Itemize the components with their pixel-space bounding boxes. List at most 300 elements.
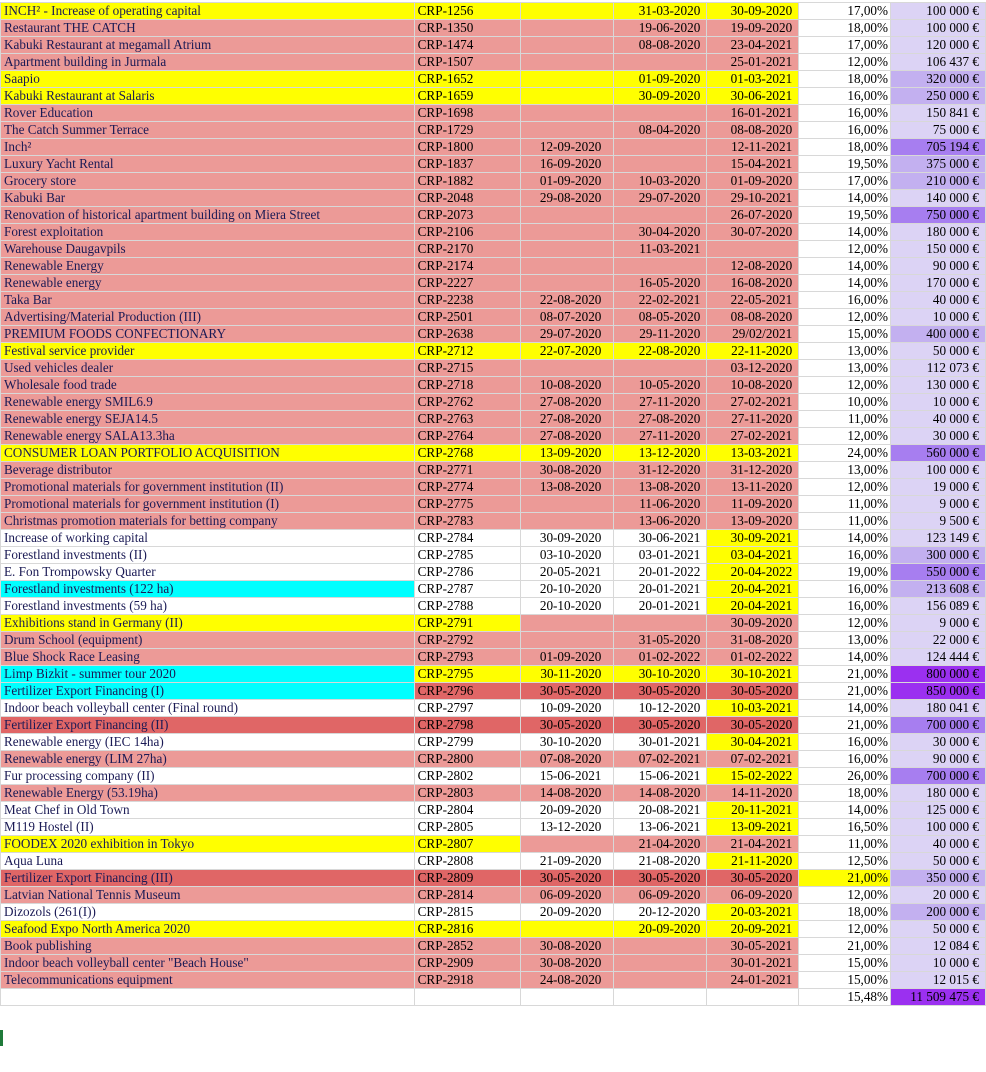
- cell-loan-name[interactable]: [1, 785, 415, 802]
- cell-amount[interactable]: [891, 343, 986, 360]
- cell-loan-name[interactable]: [1, 275, 415, 292]
- cell-loan-code[interactable]: [414, 173, 521, 190]
- cell-interest-rate[interactable]: [799, 564, 891, 581]
- cell-amount[interactable]: [891, 513, 986, 530]
- cell-loan-code[interactable]: [414, 955, 521, 972]
- cell-date-3[interactable]: [707, 445, 799, 462]
- cell-loan-code[interactable]: [414, 292, 521, 309]
- cell-amount[interactable]: [891, 224, 986, 241]
- cell-loan-code[interactable]: [414, 530, 521, 547]
- cell-loan-code[interactable]: [414, 683, 521, 700]
- cell-date-2[interactable]: [614, 802, 707, 819]
- cell-date-1[interactable]: [521, 819, 614, 836]
- cell-loan-name[interactable]: [1, 870, 415, 887]
- cell-date-3[interactable]: [707, 224, 799, 241]
- cell-date-3[interactable]: [707, 241, 799, 258]
- cell-interest-rate[interactable]: [799, 513, 891, 530]
- cell-loan-code[interactable]: [414, 785, 521, 802]
- cell-amount[interactable]: [891, 54, 986, 71]
- cell-amount[interactable]: [891, 190, 986, 207]
- cell-date-1[interactable]: [521, 802, 614, 819]
- cell-interest-rate[interactable]: [799, 955, 891, 972]
- cell-date-1[interactable]: [521, 309, 614, 326]
- cell-loan-name[interactable]: [1, 683, 415, 700]
- cell-date-3[interactable]: [707, 309, 799, 326]
- cell-amount[interactable]: [891, 751, 986, 768]
- cell-amount[interactable]: [891, 428, 986, 445]
- cell-date-1[interactable]: [521, 547, 614, 564]
- cell-loan-code[interactable]: [414, 819, 521, 836]
- cell-date-2[interactable]: [614, 955, 707, 972]
- cell-date-3[interactable]: [707, 462, 799, 479]
- cell-loan-name[interactable]: [1, 190, 415, 207]
- cell-interest-rate[interactable]: [799, 122, 891, 139]
- cell-date-3[interactable]: [707, 717, 799, 734]
- cell-amount[interactable]: [891, 156, 986, 173]
- cell-loan-code[interactable]: [414, 921, 521, 938]
- cell-loan-name[interactable]: [1, 564, 415, 581]
- cell-loan-code[interactable]: [414, 666, 521, 683]
- total-amount[interactable]: [891, 989, 986, 1006]
- cell-loan-code[interactable]: [414, 768, 521, 785]
- cell-date-3[interactable]: [707, 768, 799, 785]
- cell-date-3[interactable]: [707, 972, 799, 989]
- cell-loan-name[interactable]: [1, 768, 415, 785]
- cell-date-1[interactable]: [521, 292, 614, 309]
- cell-amount[interactable]: [891, 615, 986, 632]
- cell-loan-code[interactable]: [414, 428, 521, 445]
- cell-loan-name[interactable]: [1, 496, 415, 513]
- cell-date-2[interactable]: [614, 3, 707, 20]
- cell-loan-name[interactable]: [1, 955, 415, 972]
- cell-loan-code[interactable]: [414, 241, 521, 258]
- cell-date-2[interactable]: [614, 938, 707, 955]
- cell-loan-code[interactable]: [414, 156, 521, 173]
- cell-date-1[interactable]: [521, 462, 614, 479]
- cell-date-3[interactable]: [707, 751, 799, 768]
- cell-loan-code[interactable]: [414, 224, 521, 241]
- cell-loan-code[interactable]: [414, 564, 521, 581]
- cell-loan-code[interactable]: [414, 904, 521, 921]
- cell-date-1[interactable]: [521, 632, 614, 649]
- cell-loan-name[interactable]: [1, 54, 415, 71]
- cell-date-1[interactable]: [521, 768, 614, 785]
- cell-loan-code[interactable]: [414, 377, 521, 394]
- cell-loan-name[interactable]: [1, 615, 415, 632]
- cell-amount[interactable]: [891, 904, 986, 921]
- cell-amount[interactable]: [891, 649, 986, 666]
- cell-loan-code[interactable]: [414, 275, 521, 292]
- cell-date-1[interactable]: [521, 445, 614, 462]
- cell-date-3[interactable]: [707, 734, 799, 751]
- cell-loan-code[interactable]: [414, 836, 521, 853]
- cell-interest-rate[interactable]: [799, 717, 891, 734]
- empty-cell[interactable]: [521, 989, 614, 1006]
- cell-date-2[interactable]: [614, 54, 707, 71]
- cell-interest-rate[interactable]: [799, 292, 891, 309]
- cell-amount[interactable]: [891, 479, 986, 496]
- cell-loan-code[interactable]: [414, 598, 521, 615]
- cell-loan-name[interactable]: [1, 734, 415, 751]
- cell-interest-rate[interactable]: [799, 394, 891, 411]
- cell-amount[interactable]: [891, 105, 986, 122]
- cell-loan-code[interactable]: [414, 37, 521, 54]
- cell-date-2[interactable]: [614, 292, 707, 309]
- cell-amount[interactable]: [891, 207, 986, 224]
- cell-amount[interactable]: [891, 309, 986, 326]
- cell-date-2[interactable]: [614, 887, 707, 904]
- cell-date-3[interactable]: [707, 785, 799, 802]
- cell-loan-code[interactable]: [414, 751, 521, 768]
- cell-interest-rate[interactable]: [799, 547, 891, 564]
- cell-loan-code[interactable]: [414, 207, 521, 224]
- cell-amount[interactable]: [891, 938, 986, 955]
- cell-loan-code[interactable]: [414, 3, 521, 20]
- cell-date-1[interactable]: [521, 853, 614, 870]
- cell-date-3[interactable]: [707, 836, 799, 853]
- cell-date-3[interactable]: [707, 207, 799, 224]
- cell-interest-rate[interactable]: [799, 649, 891, 666]
- cell-loan-name[interactable]: [1, 428, 415, 445]
- cell-date-2[interactable]: [614, 615, 707, 632]
- cell-loan-name[interactable]: [1, 581, 415, 598]
- cell-interest-rate[interactable]: [799, 683, 891, 700]
- cell-interest-rate[interactable]: [799, 530, 891, 547]
- cell-date-2[interactable]: [614, 598, 707, 615]
- cell-date-2[interactable]: [614, 326, 707, 343]
- cell-loan-name[interactable]: [1, 717, 415, 734]
- cell-amount[interactable]: [891, 921, 986, 938]
- cell-date-3[interactable]: [707, 598, 799, 615]
- cell-date-2[interactable]: [614, 20, 707, 37]
- cell-interest-rate[interactable]: [799, 173, 891, 190]
- empty-cell[interactable]: [707, 989, 799, 1006]
- cell-loan-name[interactable]: [1, 972, 415, 989]
- cell-date-1[interactable]: [521, 904, 614, 921]
- cell-loan-code[interactable]: [414, 479, 521, 496]
- cell-loan-name[interactable]: [1, 37, 415, 54]
- cell-loan-name[interactable]: [1, 598, 415, 615]
- cell-loan-name[interactable]: [1, 819, 415, 836]
- cell-date-1[interactable]: [521, 581, 614, 598]
- cell-date-2[interactable]: [614, 683, 707, 700]
- cell-date-3[interactable]: [707, 700, 799, 717]
- cell-loan-name[interactable]: [1, 802, 415, 819]
- cell-loan-name[interactable]: [1, 360, 415, 377]
- cell-date-1[interactable]: [521, 785, 614, 802]
- cell-loan-name[interactable]: [1, 445, 415, 462]
- cell-amount[interactable]: [891, 71, 986, 88]
- cell-date-3[interactable]: [707, 802, 799, 819]
- cell-date-2[interactable]: [614, 496, 707, 513]
- cell-loan-name[interactable]: [1, 326, 415, 343]
- cell-loan-name[interactable]: [1, 241, 415, 258]
- cell-date-2[interactable]: [614, 564, 707, 581]
- cell-date-2[interactable]: [614, 819, 707, 836]
- cell-loan-code[interactable]: [414, 717, 521, 734]
- cell-interest-rate[interactable]: [799, 700, 891, 717]
- cell-loan-name[interactable]: [1, 887, 415, 904]
- cell-loan-code[interactable]: [414, 700, 521, 717]
- cell-date-3[interactable]: [707, 292, 799, 309]
- cell-date-1[interactable]: [521, 258, 614, 275]
- cell-date-3[interactable]: [707, 683, 799, 700]
- cell-date-1[interactable]: [521, 649, 614, 666]
- cell-date-1[interactable]: [521, 836, 614, 853]
- cell-date-1[interactable]: [521, 139, 614, 156]
- cell-interest-rate[interactable]: [799, 360, 891, 377]
- cell-date-3[interactable]: [707, 564, 799, 581]
- cell-date-2[interactable]: [614, 275, 707, 292]
- cell-date-3[interactable]: [707, 666, 799, 683]
- cell-amount[interactable]: [891, 173, 986, 190]
- cell-interest-rate[interactable]: [799, 496, 891, 513]
- cell-date-1[interactable]: [521, 938, 614, 955]
- cell-date-3[interactable]: [707, 615, 799, 632]
- cell-date-2[interactable]: [614, 972, 707, 989]
- cell-loan-code[interactable]: [414, 972, 521, 989]
- cell-date-1[interactable]: [521, 326, 614, 343]
- cell-date-2[interactable]: [614, 666, 707, 683]
- cell-amount[interactable]: [891, 292, 986, 309]
- cell-amount[interactable]: [891, 241, 986, 258]
- cell-date-1[interactable]: [521, 564, 614, 581]
- cell-date-1[interactable]: [521, 343, 614, 360]
- cell-loan-name[interactable]: [1, 377, 415, 394]
- cell-date-3[interactable]: [707, 938, 799, 955]
- cell-loan-code[interactable]: [414, 632, 521, 649]
- cell-date-2[interactable]: [614, 547, 707, 564]
- cell-date-2[interactable]: [614, 649, 707, 666]
- cell-date-1[interactable]: [521, 377, 614, 394]
- cell-loan-name[interactable]: [1, 649, 415, 666]
- cell-date-2[interactable]: [614, 190, 707, 207]
- cell-date-3[interactable]: [707, 88, 799, 105]
- cell-amount[interactable]: [891, 275, 986, 292]
- cell-date-2[interactable]: [614, 921, 707, 938]
- cell-loan-code[interactable]: [414, 547, 521, 564]
- cell-date-3[interactable]: [707, 3, 799, 20]
- cell-amount[interactable]: [891, 122, 986, 139]
- cell-amount[interactable]: [891, 853, 986, 870]
- cell-date-3[interactable]: [707, 377, 799, 394]
- cell-date-2[interactable]: [614, 394, 707, 411]
- cell-loan-code[interactable]: [414, 411, 521, 428]
- cell-date-1[interactable]: [521, 360, 614, 377]
- cell-date-3[interactable]: [707, 343, 799, 360]
- cell-date-1[interactable]: [521, 751, 614, 768]
- cell-date-2[interactable]: [614, 105, 707, 122]
- cell-interest-rate[interactable]: [799, 972, 891, 989]
- cell-date-1[interactable]: [521, 275, 614, 292]
- cell-date-1[interactable]: [521, 105, 614, 122]
- cell-date-2[interactable]: [614, 411, 707, 428]
- cell-loan-name[interactable]: [1, 547, 415, 564]
- cell-loan-code[interactable]: [414, 513, 521, 530]
- cell-interest-rate[interactable]: [799, 3, 891, 20]
- cell-loan-name[interactable]: [1, 836, 415, 853]
- cell-amount[interactable]: [891, 581, 986, 598]
- cell-date-2[interactable]: [614, 734, 707, 751]
- cell-loan-name[interactable]: [1, 751, 415, 768]
- empty-cell[interactable]: [614, 989, 707, 1006]
- cell-interest-rate[interactable]: [799, 139, 891, 156]
- cell-date-3[interactable]: [707, 54, 799, 71]
- cell-date-2[interactable]: [614, 343, 707, 360]
- cell-interest-rate[interactable]: [799, 581, 891, 598]
- cell-date-1[interactable]: [521, 156, 614, 173]
- cell-loan-code[interactable]: [414, 139, 521, 156]
- cell-date-3[interactable]: [707, 71, 799, 88]
- cell-date-3[interactable]: [707, 479, 799, 496]
- cell-date-3[interactable]: [707, 632, 799, 649]
- cell-date-2[interactable]: [614, 207, 707, 224]
- cell-interest-rate[interactable]: [799, 275, 891, 292]
- cell-date-1[interactable]: [521, 598, 614, 615]
- cell-loan-name[interactable]: [1, 921, 415, 938]
- cell-loan-name[interactable]: [1, 700, 415, 717]
- cell-loan-name[interactable]: [1, 632, 415, 649]
- cell-interest-rate[interactable]: [799, 768, 891, 785]
- cell-date-3[interactable]: [707, 547, 799, 564]
- cell-amount[interactable]: [891, 411, 986, 428]
- cell-loan-name[interactable]: [1, 173, 415, 190]
- cell-date-1[interactable]: [521, 734, 614, 751]
- cell-date-1[interactable]: [521, 496, 614, 513]
- cell-date-3[interactable]: [707, 530, 799, 547]
- cell-loan-code[interactable]: [414, 360, 521, 377]
- cell-date-3[interactable]: [707, 853, 799, 870]
- cell-date-3[interactable]: [707, 411, 799, 428]
- cell-date-1[interactable]: [521, 190, 614, 207]
- cell-date-3[interactable]: [707, 258, 799, 275]
- cell-interest-rate[interactable]: [799, 445, 891, 462]
- cell-interest-rate[interactable]: [799, 887, 891, 904]
- cell-date-2[interactable]: [614, 139, 707, 156]
- cell-date-1[interactable]: [521, 700, 614, 717]
- cell-loan-code[interactable]: [414, 20, 521, 37]
- cell-date-1[interactable]: [521, 173, 614, 190]
- cell-date-2[interactable]: [614, 632, 707, 649]
- cell-interest-rate[interactable]: [799, 462, 891, 479]
- cell-date-2[interactable]: [614, 513, 707, 530]
- cell-date-2[interactable]: [614, 156, 707, 173]
- cell-amount[interactable]: [891, 785, 986, 802]
- cell-date-3[interactable]: [707, 190, 799, 207]
- cell-loan-code[interactable]: [414, 394, 521, 411]
- cell-date-2[interactable]: [614, 870, 707, 887]
- cell-loan-code[interactable]: [414, 649, 521, 666]
- cell-date-1[interactable]: [521, 921, 614, 938]
- cell-date-3[interactable]: [707, 819, 799, 836]
- cell-interest-rate[interactable]: [799, 190, 891, 207]
- cell-interest-rate[interactable]: [799, 37, 891, 54]
- cell-amount[interactable]: [891, 768, 986, 785]
- cell-loan-code[interactable]: [414, 343, 521, 360]
- cell-interest-rate[interactable]: [799, 666, 891, 683]
- cell-date-3[interactable]: [707, 326, 799, 343]
- cell-amount[interactable]: [891, 955, 986, 972]
- cell-loan-name[interactable]: [1, 309, 415, 326]
- cell-date-3[interactable]: [707, 156, 799, 173]
- cell-amount[interactable]: [891, 700, 986, 717]
- cell-interest-rate[interactable]: [799, 207, 891, 224]
- cell-amount[interactable]: [891, 717, 986, 734]
- cell-date-2[interactable]: [614, 88, 707, 105]
- cell-interest-rate[interactable]: [799, 785, 891, 802]
- cell-interest-rate[interactable]: [799, 632, 891, 649]
- cell-loan-code[interactable]: [414, 54, 521, 71]
- cell-loan-name[interactable]: [1, 122, 415, 139]
- cell-interest-rate[interactable]: [799, 258, 891, 275]
- cell-date-2[interactable]: [614, 853, 707, 870]
- cell-interest-rate[interactable]: [799, 105, 891, 122]
- cell-interest-rate[interactable]: [799, 156, 891, 173]
- cell-date-2[interactable]: [614, 224, 707, 241]
- cell-loan-code[interactable]: [414, 615, 521, 632]
- cell-date-3[interactable]: [707, 870, 799, 887]
- cell-interest-rate[interactable]: [799, 836, 891, 853]
- cell-amount[interactable]: [891, 683, 986, 700]
- cell-loan-name[interactable]: [1, 292, 415, 309]
- cell-date-2[interactable]: [614, 904, 707, 921]
- cell-loan-code[interactable]: [414, 105, 521, 122]
- cell-date-1[interactable]: [521, 394, 614, 411]
- cell-interest-rate[interactable]: [799, 309, 891, 326]
- cell-date-2[interactable]: [614, 377, 707, 394]
- cell-date-1[interactable]: [521, 955, 614, 972]
- cell-date-3[interactable]: [707, 904, 799, 921]
- cell-date-1[interactable]: [521, 54, 614, 71]
- cell-interest-rate[interactable]: [799, 326, 891, 343]
- cell-loan-name[interactable]: [1, 411, 415, 428]
- cell-amount[interactable]: [891, 88, 986, 105]
- cell-date-2[interactable]: [614, 71, 707, 88]
- empty-cell[interactable]: [414, 989, 521, 1006]
- cell-date-3[interactable]: [707, 275, 799, 292]
- cell-date-3[interactable]: [707, 496, 799, 513]
- cell-loan-name[interactable]: [1, 666, 415, 683]
- cell-interest-rate[interactable]: [799, 428, 891, 445]
- cell-interest-rate[interactable]: [799, 819, 891, 836]
- cell-date-2[interactable]: [614, 717, 707, 734]
- cell-loan-code[interactable]: [414, 938, 521, 955]
- cell-amount[interactable]: [891, 20, 986, 37]
- cell-date-2[interactable]: [614, 700, 707, 717]
- cell-amount[interactable]: [891, 37, 986, 54]
- cell-date-1[interactable]: [521, 224, 614, 241]
- cell-loan-name[interactable]: [1, 224, 415, 241]
- cell-date-3[interactable]: [707, 428, 799, 445]
- cell-amount[interactable]: [891, 462, 986, 479]
- cell-loan-code[interactable]: [414, 887, 521, 904]
- cell-loan-code[interactable]: [414, 445, 521, 462]
- cell-loan-code[interactable]: [414, 853, 521, 870]
- cell-interest-rate[interactable]: [799, 938, 891, 955]
- cell-loan-code[interactable]: [414, 462, 521, 479]
- cell-date-2[interactable]: [614, 360, 707, 377]
- cell-amount[interactable]: [891, 394, 986, 411]
- cell-loan-name[interactable]: [1, 71, 415, 88]
- cell-amount[interactable]: [891, 564, 986, 581]
- cell-date-1[interactable]: [521, 20, 614, 37]
- cell-amount[interactable]: [891, 666, 986, 683]
- cell-loan-name[interactable]: [1, 462, 415, 479]
- cell-amount[interactable]: [891, 530, 986, 547]
- cell-interest-rate[interactable]: [799, 71, 891, 88]
- cell-amount[interactable]: [891, 598, 986, 615]
- cell-date-2[interactable]: [614, 785, 707, 802]
